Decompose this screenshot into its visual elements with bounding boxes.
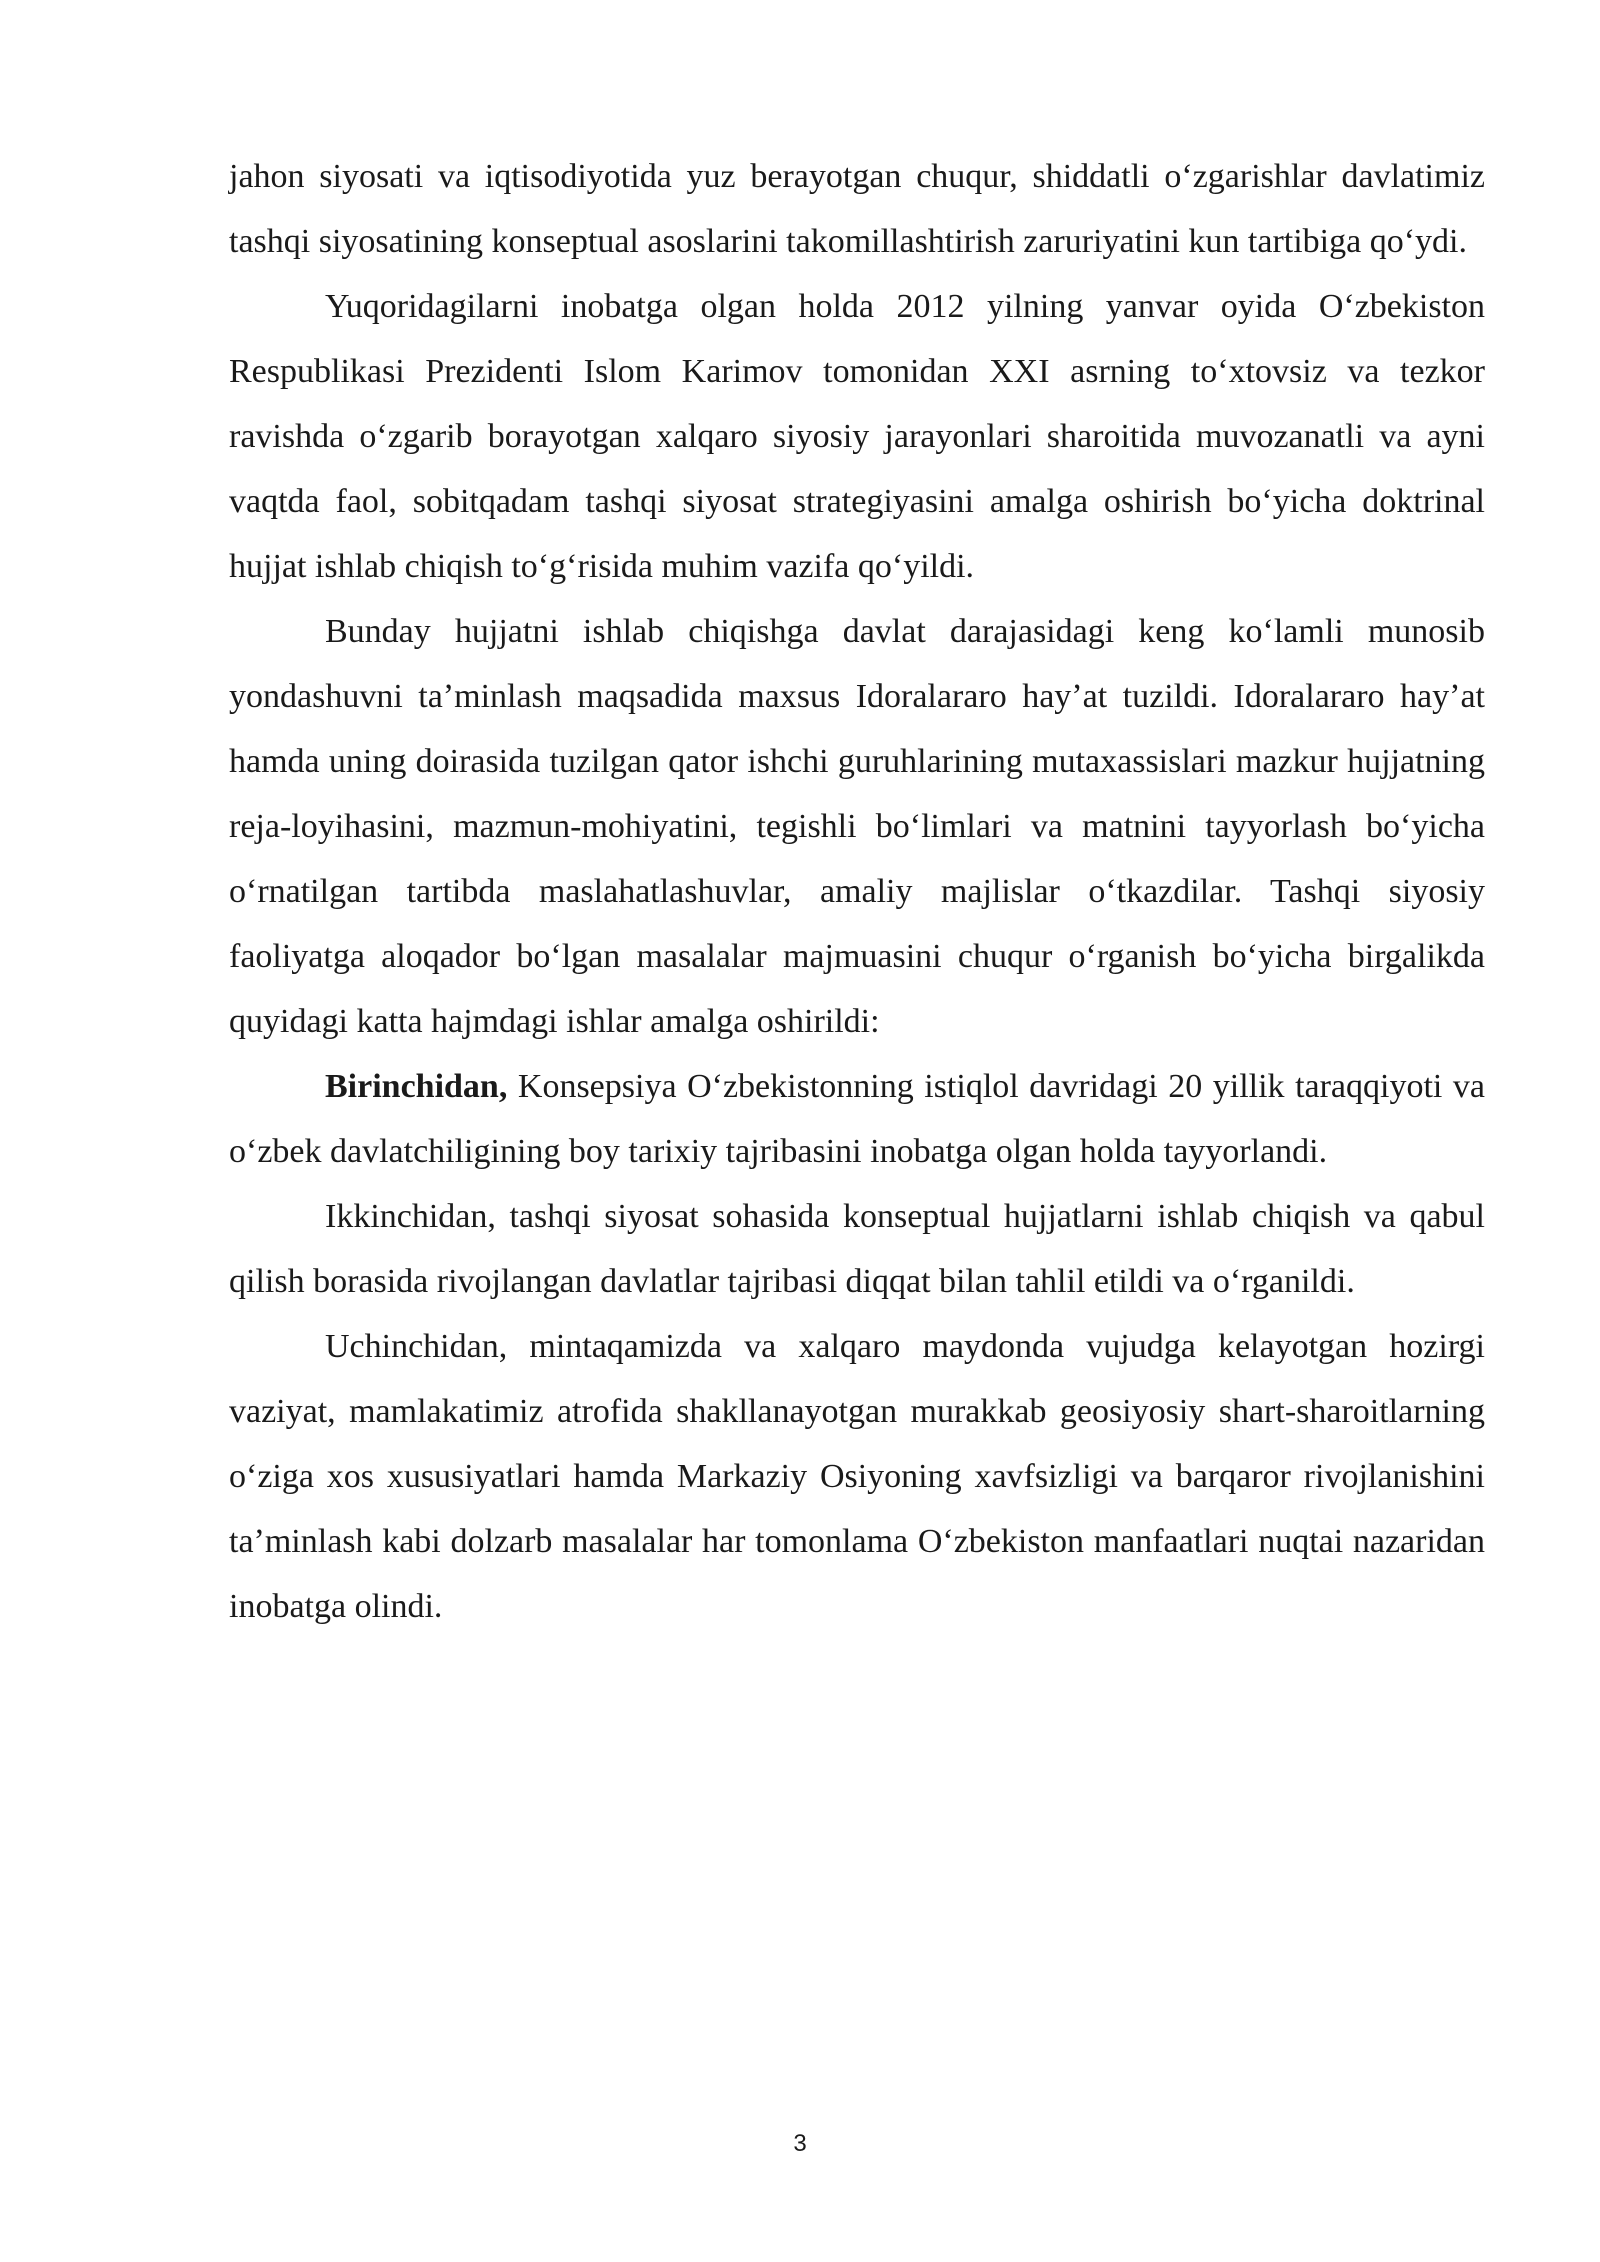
- paragraph: [229, 1054, 1485, 1184]
- paragraph-text: jahon siyosati va iqtisodiyotida yuz berayotgan chuqur, shiddatli oʻzgarishlar davlatimiz tashqi siyosatining konseptual asoslarini takomillashtirish zaruriyatini kun tartibiga qoʻydi.: [229, 158, 1485, 260]
- page-number: 3: [793, 2130, 807, 2157]
- paragraph-text: Konsepsiya Oʻzbekistonning istiqlol davridagi 20 yillik taraqqiyoti va oʻzbek davlatchiligining boy tarixiy tajribasini inobatga olgan holda tayyorlandi.: [229, 1068, 1485, 1170]
- paragraph: [229, 1314, 1485, 1639]
- paragraph: [229, 274, 1485, 599]
- document-body: [229, 144, 1485, 1639]
- paragraph-text: Bunday hujjatni ishlab chiqishga davlat darajasidagi keng koʻlamli munosib yondashuvni taʼminlash maqsadida maxsus Idoralararo hayʼat tuzildi. Idoralararo hayʼat hamda uning doirasida tuzilgan qator ishchi guruhlarining mutaxassislari mazkur hujjatning reja-loyihasini, mazmun-mohiyatini, tegishli boʻlimlari va matnini tayyorlash boʻyicha oʻrnatilgan tartibda maslahatlashuvlar, amaliy majlislar oʻtkazdilar. Tashqi siyosiy faoliyatga aloqador boʻlgan masalalar majmuasini chuqur oʻrganish boʻyicha birgalikda quyidagi katta hajmdagi ishlar amalga oshirildi:: [229, 613, 1485, 1040]
- paragraph: [229, 599, 1485, 1054]
- paragraph-lead-word: Birinchidan,: [325, 1068, 508, 1105]
- paragraph-text: Ikkinchidan, tashqi siyosat sohasida konseptual hujjatlarni ishlab chiqish va qabul qilish borasida rivojlangan davlatlar tajribasi diqqat bilan tahlil etildi va oʻrganildi.: [229, 1198, 1485, 1300]
- paragraph: [229, 1184, 1485, 1314]
- paragraph-text: Yuqoridagilarni inobatga olgan holda 2012 yilning yanvar oyida Oʻzbekiston Respublikasi Prezidenti Islom Karimov tomonidan XXI asrning toʻxtovsiz va tezkor ravishda oʻzgarib borayotgan xalqaro siyosiy jarayonlari sharoitida muvozanatli va ayni vaqtda faol, sobitqadam tashqi siyosat strategiyasini amalga oshirish boʻyicha doktrinal hujjat ishlab chiqish toʻgʻrisida muhim vazifa qoʻyildi.: [229, 288, 1485, 585]
- paragraph-continuation: [229, 144, 1485, 274]
- paragraph-text: Uchinchidan, mintaqamizda va xalqaro maydonda vujudga kelayotgan hozirgi vaziyat, mamlakatimiz atrofida shakllanayotgan murakkab geosiyosiy shart-sharoitlarning oʻziga xos xususiyatlari hamda Markaziy Osiyoning xavfsizligi va barqaror rivojlanishini taʼminlash kabi dolzarb masalalar har tomonlama Oʻzbekiston manfaatlari nuqtai nazaridan inobatga olindi.: [229, 1328, 1485, 1625]
